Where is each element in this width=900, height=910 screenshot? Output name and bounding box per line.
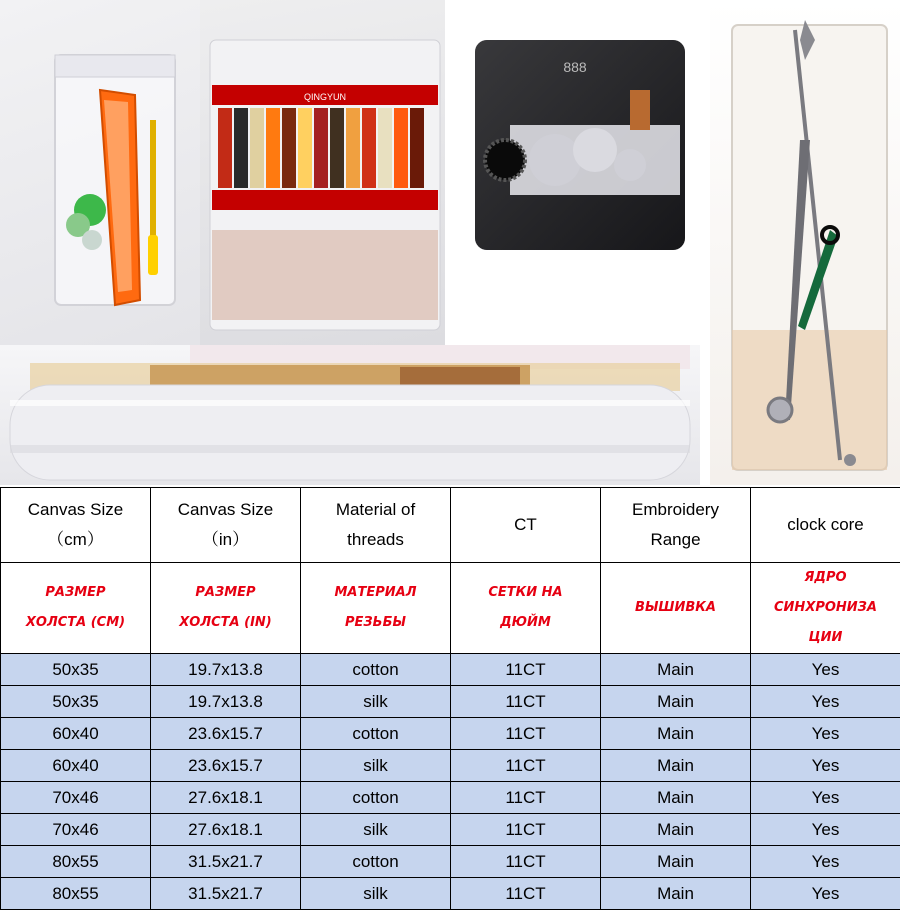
cell-range: Main xyxy=(601,750,751,782)
cell-ct: 11CT xyxy=(451,878,601,910)
header-en-cell: Canvas Size （cm） xyxy=(1,488,151,563)
cell-canvas-in: 23.6x15.7 xyxy=(151,718,301,750)
rolled-canvas-illustration xyxy=(0,345,700,485)
header-ru-cell: МАТЕРИАЛ РЕЗЬБЫ xyxy=(301,563,451,654)
cell-clock-core: Yes xyxy=(751,654,900,686)
header-ru-cell: СЕТКИ НА ДЮЙМ xyxy=(451,563,601,654)
tools-bag-photo xyxy=(0,0,200,345)
cell-clock-core: Yes xyxy=(751,686,900,718)
cell-canvas-in: 27.6x18.1 xyxy=(151,814,301,846)
clock-movement-illustration xyxy=(445,0,710,280)
spec-table xyxy=(0,487,900,910)
cell-ct: 11CT xyxy=(451,814,601,846)
cell-ct: 11CT xyxy=(451,782,601,814)
cell-clock-core: Yes xyxy=(751,782,900,814)
table-row xyxy=(1,654,900,686)
rolled-canvas-photo xyxy=(0,345,700,485)
cell-ct: 11CT xyxy=(451,846,601,878)
cell-canvas-cm: 50x35 xyxy=(1,654,151,686)
header-en-cell: Material of threads xyxy=(301,488,451,563)
cell-material: silk xyxy=(301,686,451,718)
cell-material: cotton xyxy=(301,654,451,686)
cell-canvas-in: 19.7x13.8 xyxy=(151,686,301,718)
cell-ct: 11CT xyxy=(451,750,601,782)
cell-clock-core: Yes xyxy=(751,814,900,846)
cell-clock-core: Yes xyxy=(751,718,900,750)
header-en-cell: CT xyxy=(451,488,601,563)
cell-range: Main xyxy=(601,846,751,878)
cell-canvas-in: 31.5x21.7 xyxy=(151,846,301,878)
cell-canvas-in: 27.6x18.1 xyxy=(151,782,301,814)
cell-range: Main xyxy=(601,814,751,846)
threads-bag-photo xyxy=(200,0,445,345)
clock-model-text: 888 xyxy=(563,59,587,75)
header-ru-cell: ЯДРО СИНХРОНИЗА ЦИИ xyxy=(751,563,900,654)
cell-canvas-cm: 70x46 xyxy=(1,814,151,846)
cell-canvas-in: 23.6x15.7 xyxy=(151,750,301,782)
cell-range: Main xyxy=(601,878,751,910)
clock-movement-photo xyxy=(445,0,710,280)
cell-clock-core: Yes xyxy=(751,878,900,910)
clock-hands-illustration xyxy=(710,0,900,485)
cell-range: Main xyxy=(601,718,751,750)
header-row-en xyxy=(1,488,900,563)
clock-hands-bag-photo xyxy=(710,0,900,485)
header-ru-cell: ВЫШИВКА xyxy=(601,563,751,654)
cell-range: Main xyxy=(601,782,751,814)
table-row xyxy=(1,750,900,782)
header-en-cell: clock core xyxy=(751,488,900,563)
header-en-cell: Embroidery Range xyxy=(601,488,751,563)
cell-material: silk xyxy=(301,878,451,910)
cell-ct: 11CT xyxy=(451,686,601,718)
threads-brand-text: QINGYUN xyxy=(304,92,346,102)
cell-canvas-in: 31.5x21.7 xyxy=(151,878,301,910)
table-row xyxy=(1,814,900,846)
cell-canvas-cm: 60x40 xyxy=(1,718,151,750)
cell-canvas-cm: 60x40 xyxy=(1,750,151,782)
cell-material: silk xyxy=(301,814,451,846)
cell-ct: 11CT xyxy=(451,718,601,750)
cell-material: cotton xyxy=(301,718,451,750)
header-en-cell: Canvas Size （in） xyxy=(151,488,301,563)
cell-range: Main xyxy=(601,654,751,686)
cell-canvas-cm: 50x35 xyxy=(1,686,151,718)
cell-canvas-cm: 80x55 xyxy=(1,878,151,910)
table-row xyxy=(1,846,900,878)
header-row-ru xyxy=(1,563,900,654)
header-ru-cell: РАЗМЕР ХОЛСТА (IN) xyxy=(151,563,301,654)
gear-icon xyxy=(485,140,525,180)
table-row xyxy=(1,878,900,910)
cell-canvas-cm: 70x46 xyxy=(1,782,151,814)
cell-range: Main xyxy=(601,686,751,718)
table-row xyxy=(1,686,900,718)
table-row xyxy=(1,718,900,750)
cell-canvas-cm: 80x55 xyxy=(1,846,151,878)
cell-clock-core: Yes xyxy=(751,750,900,782)
cell-clock-core: Yes xyxy=(751,846,900,878)
table-row xyxy=(1,782,900,814)
cell-canvas-in: 19.7x13.8 xyxy=(151,654,301,686)
cell-ct: 11CT xyxy=(451,654,601,686)
header-ru-cell: РАЗМЕР ХОЛСТА (CM) xyxy=(1,563,151,654)
cell-material: cotton xyxy=(301,846,451,878)
tools-bag-illustration xyxy=(0,0,200,345)
cell-material: silk xyxy=(301,750,451,782)
cell-material: cotton xyxy=(301,782,451,814)
threads-bag-illustration xyxy=(200,0,445,345)
